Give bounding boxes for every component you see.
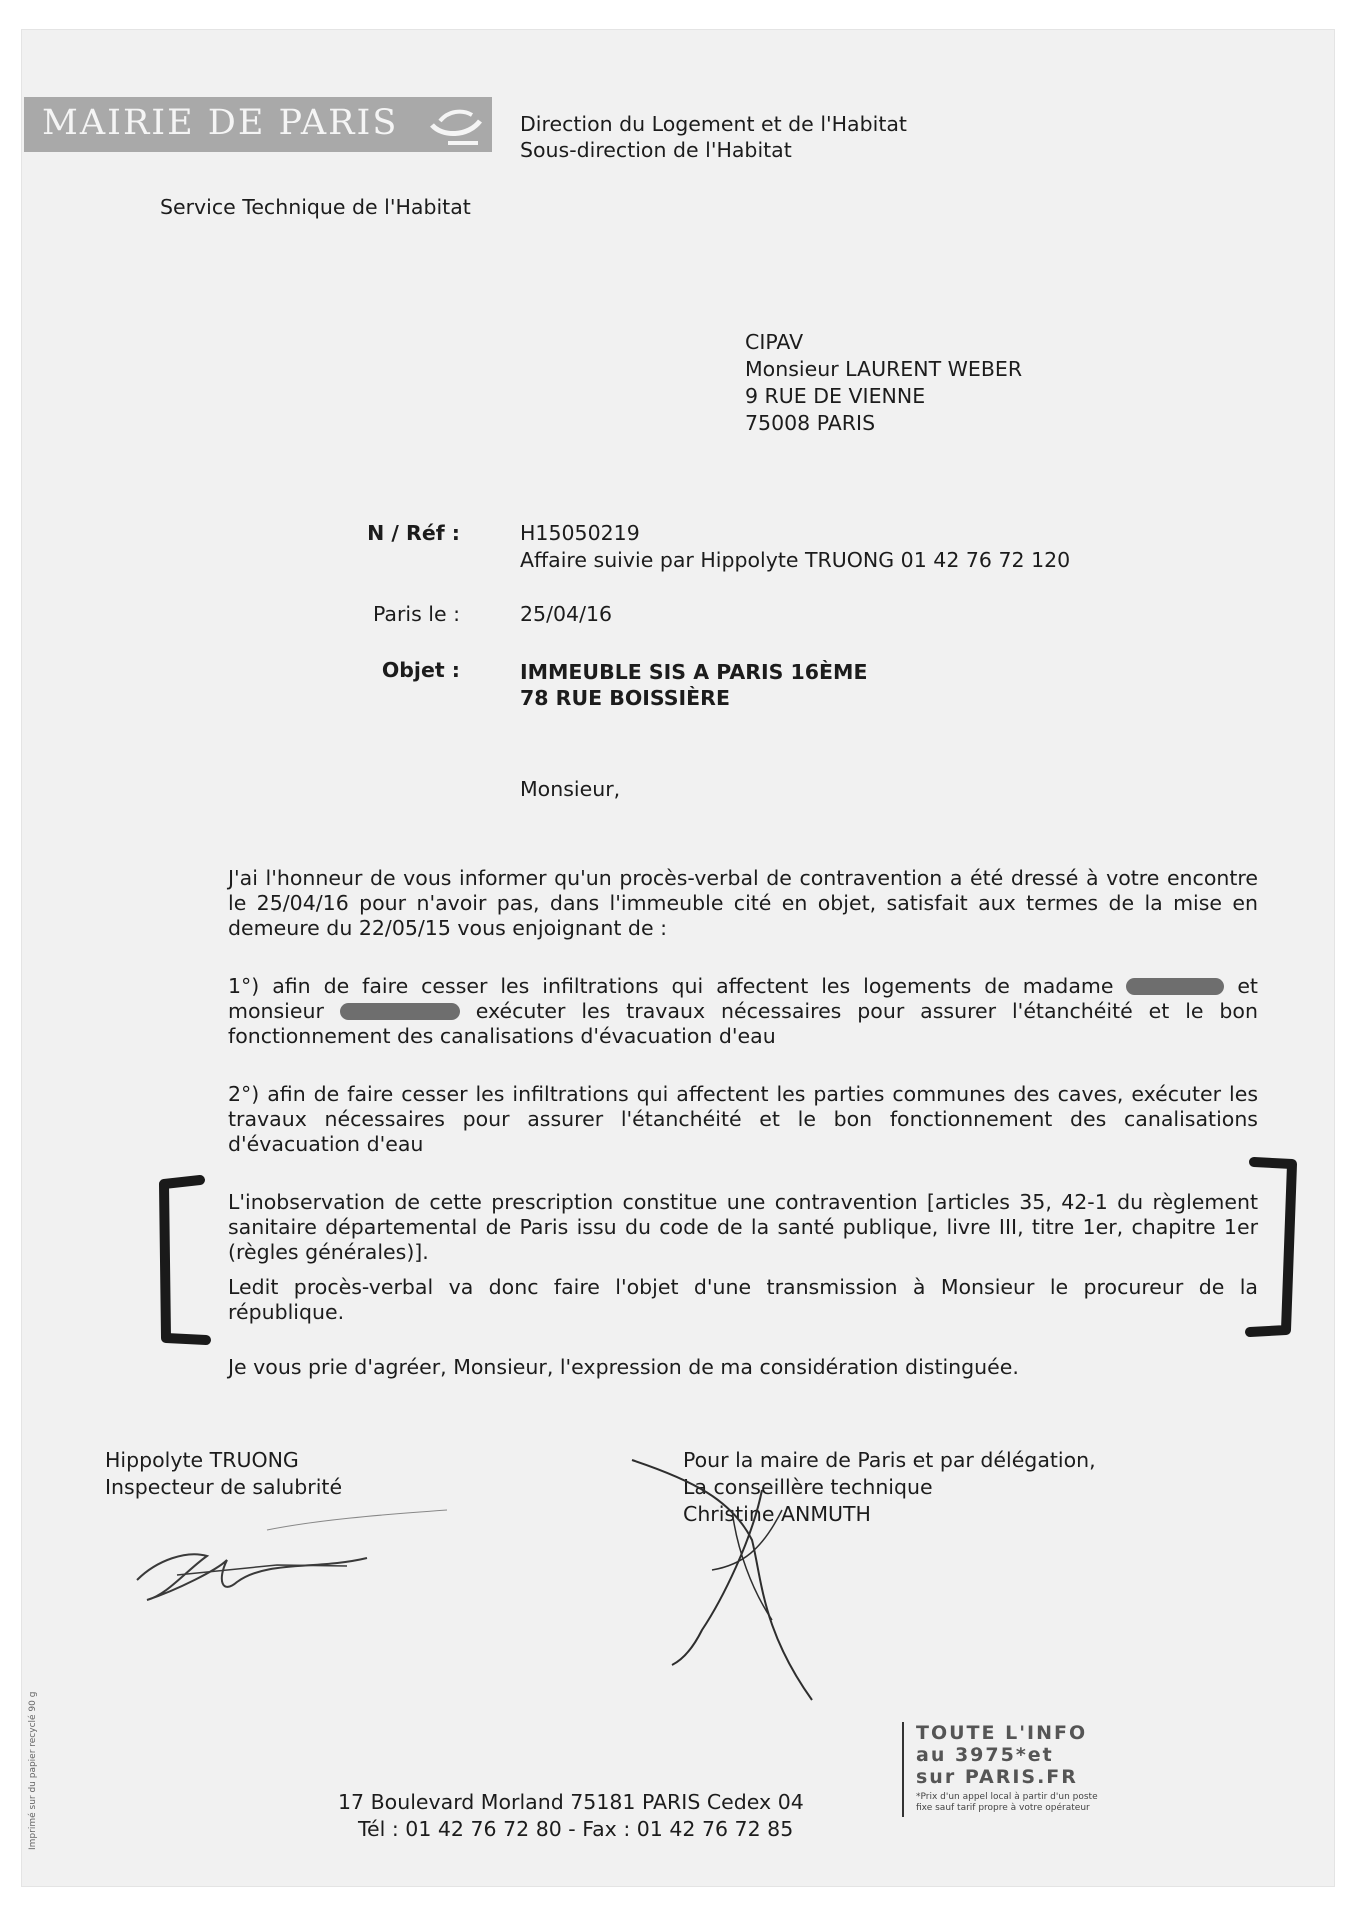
info-line-2: au 3975*et: [916, 1744, 1054, 1766]
footer-phone: Tél : 01 42 76 72 80 - Fax : 01 42 76 72 85: [358, 1817, 794, 1841]
paris-ship-icon: [428, 103, 484, 149]
footer-address: 17 Boulevard Morland 75181 PARIS Cedex 04: [338, 1790, 804, 1814]
item-1-paragraph: [228, 974, 1258, 1049]
affaire-line: Affaire suivie par Hippolyte TRUONG 01 42 76 72 120: [520, 548, 1071, 572]
recipient-city: 75008 PARIS: [745, 411, 876, 435]
objet-line2: 78 RUE BOISSIÈRE: [520, 686, 730, 710]
info-note-2: fixe sauf tarif propre à votre opérateur: [916, 1803, 1090, 1813]
ref-value: H15050219: [520, 521, 640, 545]
redacted-name: [1126, 978, 1224, 995]
left-signatory-name: Hippolyte TRUONG: [105, 1448, 299, 1472]
item-1-text-c: exécuter les travaux nécessaires pour assurer l'étanchéité et le bon fonctionnement des canalisations d'évacuation d'eau: [228, 999, 1258, 1048]
left-bracket-mark: [150, 1170, 220, 1350]
left-signature: [117, 1500, 477, 1620]
recipient-org: CIPAV: [745, 330, 804, 354]
item-1-text-b: et monsieur: [228, 974, 1258, 1023]
item-2-paragraph: 2°) afin de faire cesser les infiltrations qui affectent les parties communes des caves, exécuter les travaux nécessaires pour assurer l'étanchéité et le bon fonctionnement des canalisations d'évacuation d'eau: [228, 1082, 1258, 1156]
date-value: 25/04/16: [520, 602, 613, 626]
info-divider: [902, 1722, 904, 1817]
inobservation-paragraph: L'inobservation de cette prescription constitue une contravention [articles 35, 42-1 du règlement sanitaire départemental de Paris issu du code de la santé publique, livre III, titre 1er, chapitre 1er (règles générales)].: [228, 1190, 1258, 1264]
intro-paragraph: J'ai l'honneur de vous informer qu'un procès-verbal de contravention a été dressé à votre encontre le 25/04/16 pour n'avoir pas, dans l'immeuble cité en objet, satisfait aux termes de la mise en demeure du 22/05/15 vous enjoignant de :: [228, 866, 1258, 940]
redacted-name: [340, 1003, 460, 1020]
ref-label: N / Réf :: [367, 521, 460, 545]
recipient-street: 9 RUE DE VIENNE: [745, 384, 926, 408]
direction-line: Direction du Logement et de l'Habitat: [520, 112, 907, 136]
transmission-paragraph: Ledit procès-verbal va donc faire l'objet d'une transmission à Monsieur le procureur de la république.: [228, 1275, 1258, 1324]
objet-label: Objet :: [381, 658, 460, 682]
right-signatory-line1: Pour la maire de Paris et par délégation,: [683, 1448, 1096, 1472]
logo-text: MAIRIE DE PARIS: [42, 103, 399, 143]
info-line-3: sur PARIS.FR: [916, 1766, 1078, 1788]
left-signatory-title: Inspecteur de salubrité: [105, 1475, 343, 1499]
recipient-name: Monsieur LAURENT WEBER: [745, 357, 1023, 381]
info-line-1: TOUTE L'INFO: [916, 1722, 1088, 1744]
closing-line: Je vous prie d'agréer, Monsieur, l'expression de ma considération distinguée.: [228, 1355, 1019, 1379]
mairie-de-paris-logo: [24, 97, 492, 152]
objet-line1: IMMEUBLE SIS A PARIS 16ÈME: [520, 660, 868, 684]
sous-direction-line: Sous-direction de l'Habitat: [520, 138, 792, 162]
right-signature: [612, 1450, 852, 1710]
right-signatory-line2: La conseillère technique: [683, 1475, 933, 1499]
item-1-text-a: 1°) afin de faire cesser les infiltrations qui affectent les logements de madame: [228, 974, 1114, 998]
salutation: Monsieur,: [520, 777, 621, 801]
info-note-1: *Prix d'un appel local à partir d'un poste: [916, 1792, 1098, 1802]
info-box: [902, 1722, 1142, 1817]
date-label: Paris le :: [372, 602, 460, 626]
right-signatory-line3: Christine ANMUTH: [683, 1502, 871, 1526]
right-bracket-mark: [1242, 1152, 1312, 1342]
letter-page: [22, 30, 1334, 1886]
service-line: Service Technique de l'Habitat: [160, 195, 471, 219]
side-print-note: Imprimé sur du papier recyclé 90 g: [28, 1691, 38, 1850]
